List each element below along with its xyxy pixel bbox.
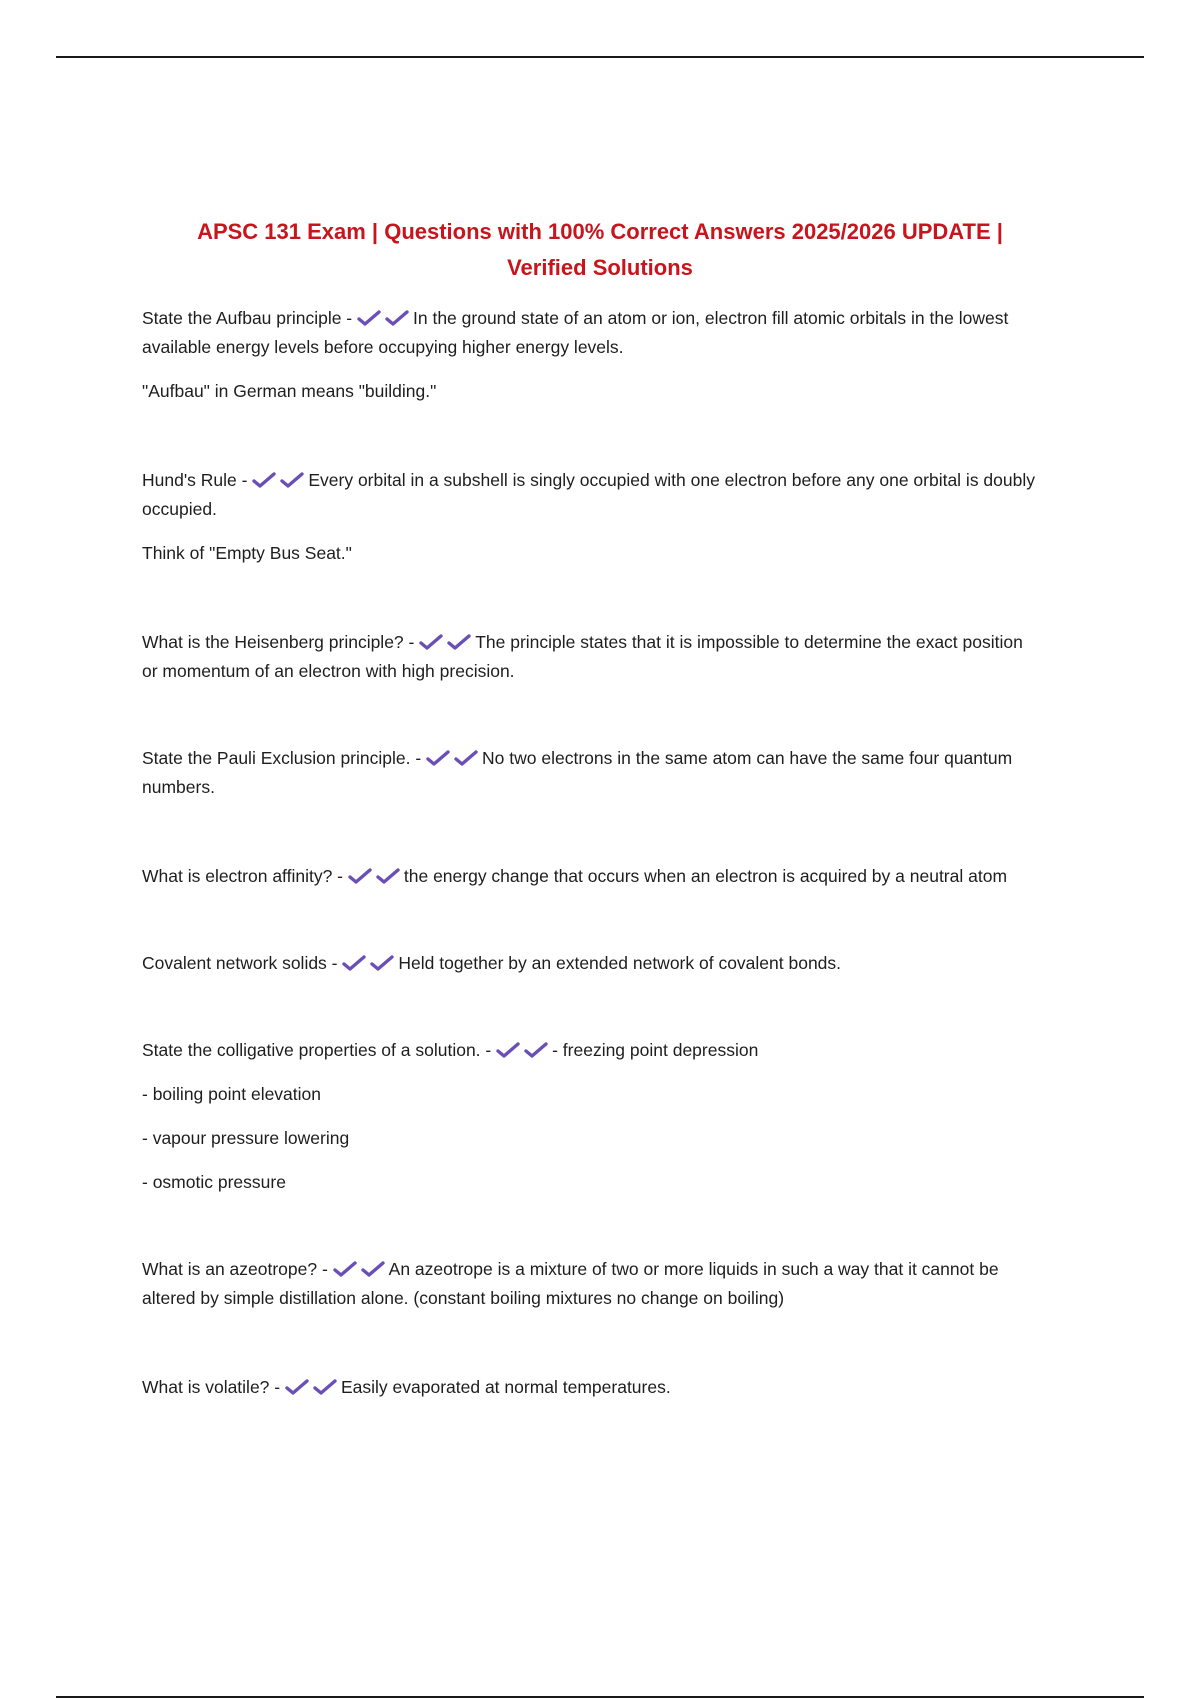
answer-text: In the ground state of an atom or ion, electron fill atomic orbitals in the lowest available energy levels before occupying higher energy levels. bbox=[142, 308, 1009, 357]
qa-entry bbox=[142, 862, 1042, 891]
question-text: What is electron affinity? - bbox=[142, 866, 348, 886]
answer-text: the energy change that occurs when an electron is acquired by a neutral atom bbox=[403, 866, 1008, 886]
title-line-1: APSC 131 Exam | Questions with 100% Correct Answers 2025/2026 UPDATE | bbox=[197, 219, 1003, 244]
qa-line bbox=[142, 862, 1042, 891]
answer-text: Easily evaporated at normal temperatures. bbox=[340, 1377, 671, 1397]
question-text: State the Pauli Exclusion principle. - bbox=[142, 748, 427, 768]
checkmark-icon bbox=[454, 750, 478, 766]
checkmark-icon bbox=[447, 634, 471, 650]
qa-entry bbox=[142, 628, 1042, 686]
document-title bbox=[140, 214, 1060, 286]
answer-text: The principle states that it is impossible to determine the exact position or momentum of an electron with high precision. bbox=[142, 632, 1023, 681]
answer-note: - osmotic pressure bbox=[142, 1172, 286, 1192]
checkmark-icon bbox=[376, 868, 400, 884]
answer-text: An azeotrope is a mixture of two or more liquids in such a way that it cannot be altered by simple distillation alone. (constant boiling mixtures no change on boiling) bbox=[142, 1259, 999, 1308]
checkmark-icon bbox=[348, 868, 372, 884]
checkmark-icon bbox=[342, 955, 366, 971]
qa-entry bbox=[142, 744, 1042, 802]
title-line-2: Verified Solutions bbox=[507, 255, 693, 280]
qa-line bbox=[142, 949, 1042, 978]
qa-entry bbox=[142, 304, 1042, 406]
checkmark-icon bbox=[357, 310, 381, 326]
checkmark-icon bbox=[370, 955, 394, 971]
answer-note: - boiling point elevation bbox=[142, 1084, 322, 1104]
qa-line bbox=[142, 1255, 1042, 1313]
qa-line bbox=[142, 304, 1042, 362]
qa-list bbox=[142, 304, 1042, 1402]
question-text: What is volatile? - bbox=[142, 1377, 285, 1397]
checkmark-icon bbox=[333, 1261, 357, 1277]
qa-entry bbox=[142, 1255, 1042, 1313]
qa-entry bbox=[142, 1036, 1042, 1197]
answer-text: No two electrons in the same atom can have the same four quantum numbers. bbox=[142, 748, 1013, 797]
question-text: Hund's Rule - bbox=[142, 470, 253, 490]
qa-line bbox=[142, 1036, 1042, 1065]
answer-text: Every orbital in a subshell is singly occupied with one electron before any one orbital is doubly occupied. bbox=[142, 470, 1036, 519]
question-text: State the colligative properties of a solution. - bbox=[142, 1040, 497, 1060]
checkmark-icon bbox=[524, 1042, 548, 1058]
checkmark-icon bbox=[426, 750, 450, 766]
answer-text: - freezing point depression bbox=[552, 1040, 759, 1060]
checkmark-icon bbox=[419, 634, 443, 650]
top-rule bbox=[56, 56, 1144, 58]
answer-note: "Aufbau" in German means "building." bbox=[142, 381, 437, 401]
qa-entry bbox=[142, 949, 1042, 978]
answer-note: - vapour pressure lowering bbox=[142, 1128, 350, 1148]
qa-line bbox=[142, 466, 1042, 524]
question-text: Covalent network solids - bbox=[142, 953, 343, 973]
checkmark-icon bbox=[313, 1379, 337, 1395]
qa-entry bbox=[142, 1373, 1042, 1402]
checkmark-icon bbox=[496, 1042, 520, 1058]
checkmark-icon bbox=[252, 472, 276, 488]
checkmark-icon bbox=[385, 310, 409, 326]
qa-entry bbox=[142, 466, 1042, 568]
question-text: State the Aufbau principle - bbox=[142, 308, 357, 328]
qa-line bbox=[142, 744, 1042, 802]
qa-line bbox=[142, 1373, 1042, 1402]
checkmark-icon bbox=[361, 1261, 385, 1277]
qa-line bbox=[142, 628, 1042, 686]
answer-text: Held together by an extended network of covalent bonds. bbox=[398, 953, 842, 973]
question-text: What is an azeotrope? - bbox=[142, 1259, 333, 1279]
checkmark-icon bbox=[280, 472, 304, 488]
question-text: What is the Heisenberg principle? - bbox=[142, 632, 420, 652]
answer-note: Think of "Empty Bus Seat." bbox=[142, 543, 352, 563]
checkmark-icon bbox=[285, 1379, 309, 1395]
bottom-rule bbox=[56, 1696, 1144, 1698]
